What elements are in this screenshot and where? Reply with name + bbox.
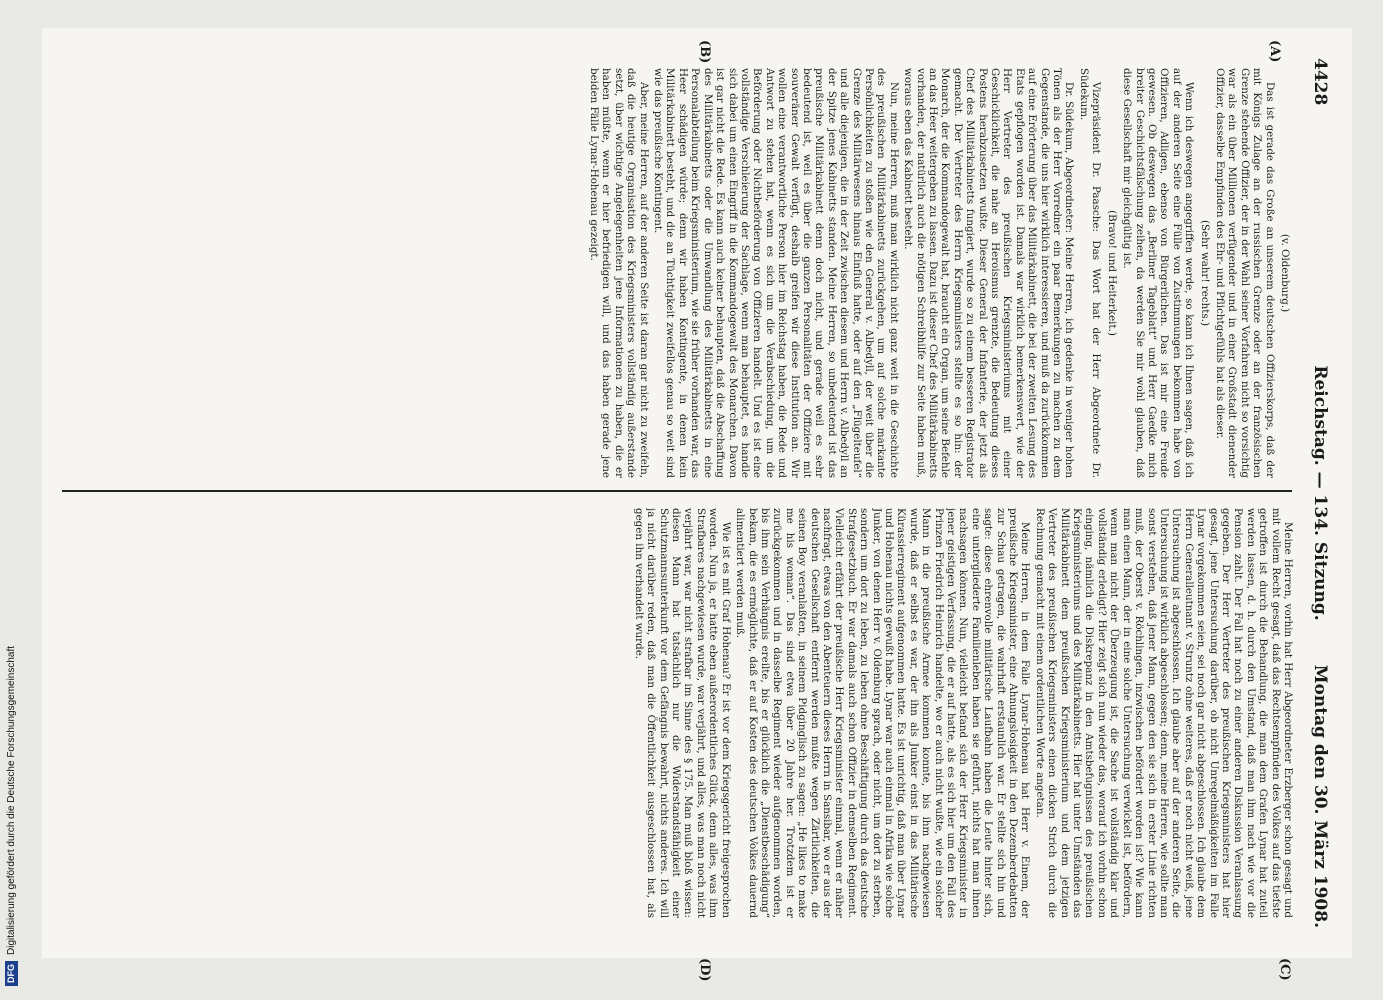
- margin-marker-b: (B): [697, 40, 712, 64]
- margin-marker-c: (C): [1277, 958, 1292, 981]
- margin-marker-d: (D): [697, 958, 712, 982]
- speaker-note: (v. Oldenburg.): [1279, 233, 1291, 313]
- session-title: Reichstag. — 134. Sitzung.: [1310, 365, 1330, 621]
- scanned-page: [42, 28, 1352, 982]
- page-header: [1300, 58, 1330, 928]
- paragraph: Nun, meine Herren, muß man wirklich nicht ganz weit in die Geschichte des preußischen Militärkabinetts zurückgehen, um auf solche markante Persönlichkeiten zu stoßen wie den General v. Albedyll, der weit über die Grenze des Militärwesens hinaus Einfluß hatte, oder auf den „Flügelteufel“ und alle diejenigen, die in der Zeit zwischen diesem und Herrn v. Albedyll an der Spitze jenes Kabinetts standen. Meine Herren, so unbedeutend ist das preußische Militärkabinett denn doch nicht, und gerade weil es sehr bedeutend ist, weil es über die ganzen Personalitäten der Offiziere mit souveräner Gewalt verfügt, deshalb greifen wir diese Institution an. Wir wollen eine verantwortliche Person hier im Reichstag haben, die Rede und Antwort zu stehen hat, wenn es sich um die Verabschiedung, um die Beförderung oder Nichtbeförderung von Offizieren handelt. Und es ist eine vollständige Verschleierung der Sachlage, wenn man behauptet, es handle sich dabei um einen Eingriff in die Kommandogewalt des Monarchen. Davon ist gar nicht die Rede. Es kann auch keiner behaupten, daß die Abschaffung des Militärkabinetts oder die Umwandlung des Militärkabinetts in eine Personalabteilung beim Kriegsministerium, wie sie früher vorhanden war, das Heer schädigen würde; denn wir haben Kontingente, in denen kein Militärkabinett besteht, und die an Tüchtigkeit zweifellos genau so weit sind wie das preußische Kontingent.: [652, 68, 900, 478]
- funding-text: Digitalisierung gefördert durch die Deutsche Forschungsgemeinschaft: [6, 645, 17, 955]
- interjection: (Sehr wahr! rechts.): [1198, 219, 1211, 327]
- margin-marker-a: (A): [1267, 40, 1282, 63]
- page-content: [42, 28, 1352, 982]
- interjection: (Bravo! und Heiterkeit.): [1105, 210, 1118, 336]
- paragraph: Wenn ich deswegen angegriffen werde, so kann ich Ihnen sagen, daß ich auf der anderen Seite eine Fülle von Zustimmungen bekommen habe von Offizieren, Adligen, ebenso von Bürgerlichen. Das ist mir eine Freude gewesen. Ob deswegen das „Berliner Tageblatt“ und Herr Gaedke mich breiter Geschichtsfälschung zeihen, da werden Sie mir wohl glauben, daß diese Gesellschaft mir gleichgültig ist.: [1121, 68, 1196, 478]
- funding-sidebar: [2, 0, 22, 1000]
- funding-note: [2, 0, 22, 1000]
- paragraph: Das ist gerade das Große an unserem deutschen Offizierskorps, daß der mit Königs Zulage an der russischen Grenze oder an der französischen Grenze stehende Offizier, der in der Wahl seiner Vorfahren nicht so vorsichtig war als ein über Millionen verfügender und in einer Großstadt dienender Offizier, dasselbe Empfinden des Ehr- und Pflichtgefühls hat als dieser.: [1213, 68, 1276, 478]
- paragraph: Meine Herren, in dem Falle Lynar-Hohenau hat Herr v. Einem, der preußische Kriegsminister, eine Ahnungslosigkeit in den Dezemberdebatten zur Schau getragen, die wahrhaft erstaunlich war. Er stellte sich hin und sagte: diese ehrenvolle militärische Laufbahn haben die Leute hinter sich, eine untergliederte Familienleben haben sie geführt, nichts hat man ihnen nachsagen können. Nun, vielleicht befand sich der Herr Kriegsminister in jener geistigen Verfassung, die er auf hatte, als es sich hier um den Fall des Prinzen Friedrich Heinrich handelte, wo er auch nicht wußte, wie ein solcher Mann in die preußische Armee kommen konnte, bis ihm nachgewiesen wurde, daß er selbst es war, der ihn als Junker einst in das Militärische Kürassierregiment aufgenommen hatte. Es ist unrichtig, daß man über Lynar und Hohenau nichts gewußt habe. Lynar war auch einmal in Afrika wie solche Junker, von denen Herr v. Oldenburg sprach, oder nicht, um dort zu sterben, sondern um dort zu leben, zu leben ohne Beschäftigung durch das deutsche Strafgesetzbuch. Er war damals auch schon Offizier in demselben Regiment. Vielleicht erfährt der preußische Herr Kriegsminister einmal, wenn er näher nachfragt, etwas von den Abenteuern dieses Herrn in Sansibar, wo er aus der deutschen Gesellschaft entfernt werden mußte wegen Zärtlichkeiten, die seinen Boy veranlaßten, in seinem Pidginglisch zu sagen: „He likes to make me his woman“. Das sind etwa über 20 Jahre her. Trotzdem ist er zurückgekommen und in dasselbe Regiment wieder aufgenommen worden, bis ihm sein Verhängnis ereilte, bis er glücklich die „Dienstbeschädigung“ bekam, die es ermöglichte, daß er auf Kosten des deutschen Volkes dauernd alimentiert werden muß.: [734, 508, 1032, 918]
- paragraph: Dr. Südekum, Abgeordneter: Meine Herren, ich gedenke in weniger hohen Tönen als der Herr Vorredner ein paar Bemerkungen zu machen zu dem Gegenstande, die uns hier wirklich interessieren, und muß da zurückkommen auf eine Erörterung über das Militärkabinett, die bei der zweiten Lesung des Etats gepflogen worden ist. Damals war wirklich bemerkenswert, wie der Herr Vertreter des preußischen Kriegsministeriums mit einer Geschicklichkeit, die nahe an Heroismus grenzte, die Bedeutung dieses Postens herabzusetzen wußte. Dieser General der Infanterie, der jetzt als Chef des Militärkabinetts fungiert, wurde so zu einem besseren Registrator gemacht. Der Vertreter des Herrn Kriegsministers stellte es so hin: der Monarch, der die Kommandogewalt hat, braucht ein Organ, um seine Befehle an das Heer weitergeben zu lassen. Dazu ist dieser Chef des Militärkabinetts vorhanden, der natürlich auch die nötigen Schreibhilfe zur Seite haben muß, woraus eben das Kabinett besteht.: [902, 68, 1076, 478]
- paragraph: Vizepräsident Dr. Paasche: Das Wort hat der Herr Abgeordnete Dr. Südekum.: [1077, 68, 1103, 478]
- right-column: [64, 508, 1294, 918]
- dfg-logo: DFG: [5, 961, 18, 986]
- paragraph: Meine Herren, vorhin hat Herr Abgeordneter Erzberger schon gesagt und mit vollem Recht gesagt, daß das Rechtsempfinden des Volkes auf das tiefste getroffen ist durch die Behandlung, die man dem Grafen Lynar hat zuteil werden lassen, d. h. durch den Umstand, daß man ihm nach wie vor die Pension zahlt. Der Fall hat noch zu einer anderen Diskussion Veranlassung gegeben. Der Herr Vertreter des preußischen Kriegsministers hat hier gesagt, jene Untersuchung darüber, ob nicht Unregelmäßigkeiten im Falle Lynar vorgekommen seien, sei noch gar nicht abgeschlossen. Ich glaube dem Herrn Generalleutnant v. Struntz ohne weiteres, daß er noch nicht weiß, jene Untersuchung ist abgeschlossen. Ich glaube aber auf der anderen Seite, die Untersuchung ist wirklich abgeschlossen; denn, meine Herren, wie sollte man sonst verstehen, daß jener Mann, gegen den sie sich in erster Linie richten muß, der Oberst v. Röchlingen, inzwischen befördert worden ist? Wie kann man einen Mann, der in eine solche Untersuchung verwickelt ist, befördern, wenn man nicht der Überzeugung ist, die Sache ist vollständig klar und vollständig erledigt? Hier zeigt sich nun wieder das, worauf ich vorhin schon einging, nämlich die Diskrepanz in den Amtsbefugnissen des preußischen Kriegsministeriums und des Militärkabinetts. Hier hat unter Umständen das Militärkabinett dem preußischen Kriegsministerium und dem jetzigen Vertreter des preußischen Kriegsministers einen dicken Strich durch die Rechnung gemacht mit einem ordentlichen Worte angetan.: [1033, 508, 1294, 918]
- paragraph: Aber, meine Herren, auf der anderen Seite ist daran gar nicht zu zweifeln, daß die heutige Organisation des Kriegsministers vollständig außerstande setzt, über wichtige Angelegenheiten jene Informationen zu haben, die er haben müßte, wenn er hier befriedigen will, und das haben gerade jene beiden Fälle Lynar-Hohenau gezeigt.: [588, 68, 650, 478]
- left-column: [64, 68, 1294, 478]
- column-divider: [62, 490, 1292, 492]
- session-date: Montag den 30. März 1908.: [1310, 664, 1330, 928]
- page-number: 4428: [1310, 58, 1330, 106]
- paragraph: Wie ist es mit Graf Hohenau? Er ist vor dem Kriegsgericht freigesprochen worden. Nun ja, er hatte eben außerordentliches Glück, denn alles, was ihm Strafbares nachgewiesen wurde, war verjährt, und alles, was man noch nicht verjährt war, war nicht strafbar im Sinne des § 175. Man muß bloß wissen: diesen Mann hat tatsächlich nur die Widerstandsfähigkeit einer Schutzmannsunterkunft vor dem Gefängnis bewahrt, nichts anderes. Ich will ja nicht darüber reden, daß man die Öffentlichkeit ausgeschlossen hat, als gegen ihn verhandelt wurde.: [632, 508, 732, 918]
